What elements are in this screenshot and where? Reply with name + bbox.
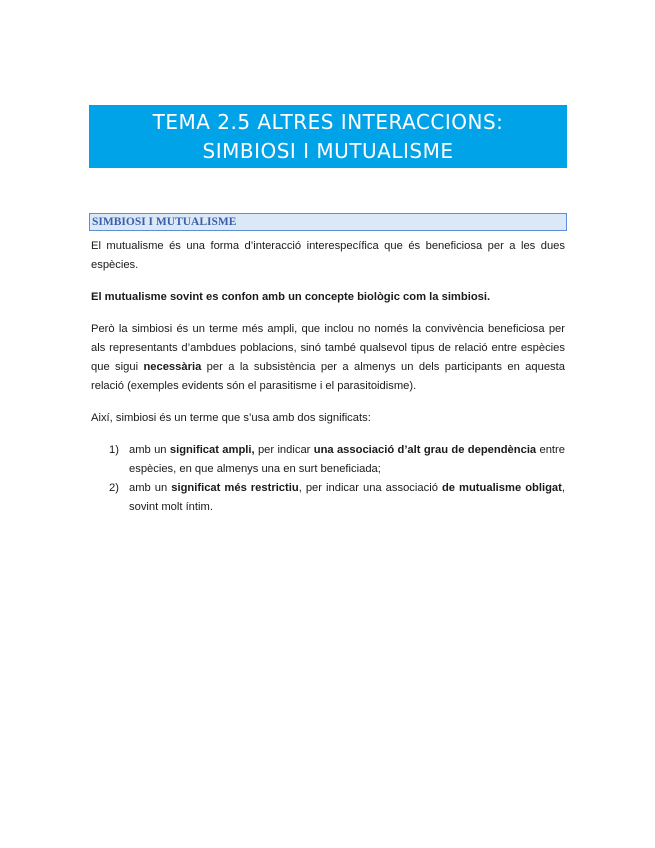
list-number: 2) <box>109 482 119 494</box>
paragraph-symbiosis <box>91 320 565 396</box>
bold-text: El mutualisme sovint es confon amb un concepte biològic com la simbiosi. <box>91 291 491 303</box>
text-span: , per indicar una associació <box>298 482 442 494</box>
paragraph-definition: El mutualisme és una forma d’interacció interespecífica que és beneficiosa per a les dues espècies. <box>91 240 565 271</box>
bold-text: significat ampli, <box>169 444 255 456</box>
section-heading: SIMBIOSI I MUTUALISME <box>89 213 567 231</box>
text-span: Però la simbiosi és un terme més ampli, que inclou no només la convivència beneficiosa per als representants d’ambdues poblacions, sinó també qualsevol tipus de relació entre espècies que sigui <box>91 323 565 373</box>
list-item <box>91 479 565 517</box>
list-number: 1) <box>109 444 119 456</box>
paragraph-meanings-intro: Així, simbiosi és un terme que s’usa amb dos significats: <box>91 412 371 424</box>
list-item <box>91 441 565 479</box>
bold-text: significat més restrictiu <box>171 482 299 494</box>
text-span: amb un <box>129 444 170 456</box>
bold-text: una associació d’alt grau de dependència <box>313 444 537 456</box>
text-span: , sovint molt íntim. <box>129 482 565 513</box>
meanings-list <box>91 441 565 517</box>
text-span: per indicar <box>254 444 314 456</box>
document-body <box>91 237 565 517</box>
page-title-line-2: SIMBIOSI I MUTUALISME <box>202 138 454 163</box>
text-span: per a la subsistència per a almenys un dels participants en aquesta relació (exemples evidents són el parasitisme i el parasitoidisme). <box>91 361 565 392</box>
bold-text: necessària <box>143 361 202 373</box>
page-title-line-1: TEMA 2.5 ALTRES INTERACCIONS: <box>152 109 504 134</box>
bold-text: de mutualisme obligat <box>441 482 562 494</box>
paragraph-confusion <box>91 288 565 307</box>
page-title <box>89 105 567 168</box>
text-span: amb un <box>129 482 172 494</box>
text-span: entre espècies, en que almenys una en surt beneficiada; <box>129 444 565 475</box>
